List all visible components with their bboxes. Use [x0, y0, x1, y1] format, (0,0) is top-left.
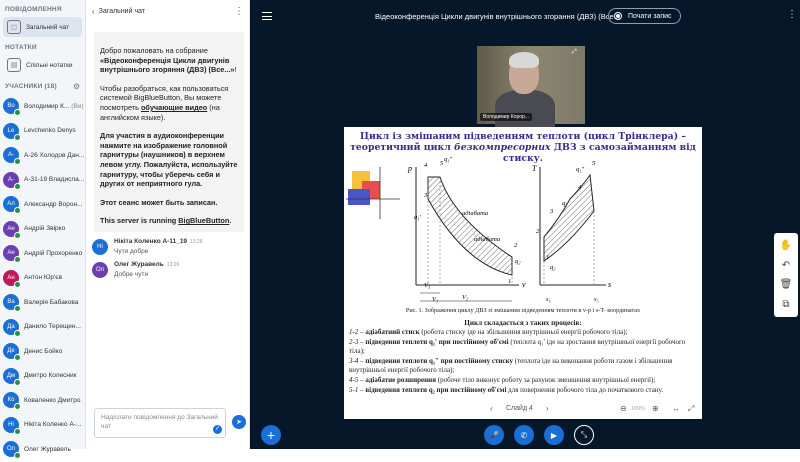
step-text: (теплота q₁′ іде на зростання внутрішньої енергії робочого тіла);: [349, 337, 686, 356]
avatar-initials: Ан: [7, 225, 15, 232]
diagram-label: 4: [578, 184, 582, 191]
chat-messages: [86, 238, 249, 278]
avatar: [3, 221, 19, 237]
status-dot: [14, 232, 21, 239]
diagram-label: q₁″: [576, 166, 585, 173]
welcome-audio-text: Для участия в аудиоконференции нажмите на изображение головной гарнитуры (наушников) в верхнем левом углу. Пожалуйста, используйте гарнитуру, чтобы уберечь себя и других от неприятного гула.: [100, 131, 238, 189]
status-dot: [14, 158, 21, 165]
user-name: Данило Терещен...: [24, 323, 81, 331]
welcome-meeting-name: «Відеоконференція Цикли двигунів внутрішнього згоряння (ДВЗ) (Все...»: [100, 55, 235, 75]
zoom-level[interactable]: 100%: [631, 406, 646, 412]
process-title: Цикл складається з таких процесів:: [464, 319, 582, 327]
diagram-label: V₂: [462, 294, 469, 301]
avatar: [3, 98, 19, 114]
pv-axis-v: v: [522, 280, 526, 289]
diagram-label: s₅: [594, 296, 599, 303]
chevron-left-icon[interactable]: ‹: [92, 6, 95, 16]
user-list-item[interactable]: [0, 437, 85, 462]
avatar: [3, 441, 19, 457]
status-dot: [14, 256, 21, 263]
avatar-initials: Le: [7, 127, 15, 134]
status-dot: [14, 305, 21, 312]
avatar: [3, 319, 19, 335]
main-area: [250, 0, 800, 449]
trash-icon[interactable]: 🗑: [779, 279, 793, 291]
screen-share-button[interactable]: [574, 425, 594, 445]
check-icon: ✓: [214, 426, 221, 432]
chat-header: [86, 0, 249, 22]
zoom-out-icon[interactable]: ⊖: [620, 404, 627, 413]
avatar-initials: Ол: [95, 267, 105, 273]
users-header: [0, 76, 85, 94]
chat-title[interactable]: Загальний чат: [98, 7, 146, 15]
slide-title2-post: ДВЗ з самозайманням від стиску.: [503, 142, 696, 164]
diagram-label: q₂: [515, 258, 521, 265]
fit-width-icon[interactable]: ↔: [672, 404, 680, 413]
chat-options-icon[interactable]: ⋮: [234, 5, 243, 17]
notes-section-title: НОТАТКИ: [5, 44, 37, 51]
avatar-initials: Ко: [7, 397, 15, 404]
shared-notes-label: Спільні нотатки: [26, 61, 73, 69]
status-dot: [14, 281, 21, 288]
welcome-p1-pre: Добро пожаловать на собрание: [100, 46, 208, 55]
pv-diagram: [416, 167, 519, 301]
pv-axis-p: p: [408, 164, 412, 173]
welcome-p5: [100, 216, 238, 226]
step-name: підведення теплоти q₁′ при постійному об'ємі: [365, 337, 509, 346]
avatar-initials: Дм: [6, 372, 16, 379]
message-time: 13:26: [190, 239, 203, 245]
chat-icon: ◻: [7, 20, 21, 34]
process-step: 1-2 – адіабатний стиск (робота стиску іде на збільшення внутрішньої енергії робочого тіла);: [349, 328, 628, 336]
webcam-name-label: Володимир Корор...: [480, 113, 532, 121]
public-chat-label: Загальний чат: [26, 23, 70, 31]
status-dot: [14, 428, 21, 435]
avatar: [3, 417, 19, 433]
user-name: Дмитро Колесник: [24, 372, 77, 380]
chat-panel: [86, 0, 250, 449]
avatar: [3, 270, 19, 286]
decorative-squares: [346, 167, 400, 219]
process-step: 3-4 – підведення теплоти q₁″ при постійному стиску (теплота іде на виконання роботи газом і збільшення внутрішньої енергії робочого тіла);: [349, 356, 673, 375]
diagram-label: 3: [424, 192, 428, 199]
avatar: [92, 262, 108, 278]
meeting-title: Відеоконференція Цикли двигунів внутрішнього згорання (ДВЗ) (Все...: [375, 12, 620, 21]
user-name: Нікіта Коленко А-...: [24, 421, 82, 429]
diagram-label: q₁″: [444, 156, 453, 163]
user-list: [0, 94, 85, 462]
chat-message: [86, 261, 249, 278]
diagram-label: q₁′: [562, 200, 569, 207]
send-icon: ➤: [236, 419, 242, 426]
diagram-label: 1: [546, 254, 550, 261]
avatar-initials: Ва: [7, 299, 15, 306]
status-dot: [14, 403, 21, 410]
user-name: Володимир К...: [24, 102, 70, 110]
send-button[interactable]: [232, 415, 246, 429]
avatar: [3, 196, 19, 212]
process-step: 4-5 – адіабатне розширення (робоче тіло виконує роботу за рахунок зменшення внутрішньої енергії);: [349, 375, 656, 384]
slide-selector[interactable]: Слайд 4: [506, 405, 533, 412]
user-name: Коваленко Дмитро: [24, 396, 81, 404]
welcome-p5-post: .: [229, 216, 232, 226]
user-list-item[interactable]: [0, 413, 85, 438]
previous-slide-icon[interactable]: ‹: [490, 404, 493, 413]
chat-input[interactable]: [94, 408, 226, 438]
avatar-initials: Де: [7, 348, 15, 355]
diagram-label: 1: [508, 278, 512, 285]
avatar-initials: А-: [8, 176, 14, 183]
user-name: Антон Юр'єв: [24, 274, 63, 282]
avatar-initials: Ан: [7, 274, 15, 281]
diagram-label: s₁: [546, 296, 551, 303]
presentation-slide: [344, 127, 702, 419]
diagram-label: 5: [592, 160, 596, 167]
diagram-label: q₁′: [414, 214, 421, 221]
step-name: адіабатне розширення: [365, 375, 436, 384]
welcome-p2-post: (на английском языке).: [100, 102, 220, 122]
user-list-item[interactable]: [0, 388, 85, 413]
diagram-label: адіабата: [462, 210, 489, 217]
user-list-item[interactable]: [0, 241, 85, 266]
tutorial-video-link[interactable]: обучающие видео: [140, 102, 208, 112]
phone-icon: ✆: [520, 430, 528, 440]
diagram-label: 2: [536, 228, 540, 235]
process-steps: [349, 328, 699, 395]
status-dot: [14, 452, 21, 459]
message-text: Чути добре: [114, 248, 149, 255]
slide-controls: [344, 401, 702, 419]
user-list-item[interactable]: [0, 290, 85, 315]
step-name: підведення теплоти q₁″ при постійному стиску: [365, 356, 513, 365]
diagram-label: 2: [514, 242, 518, 249]
user-list-item[interactable]: [0, 217, 85, 242]
status-dot: [14, 330, 21, 337]
diagram-label: 5: [440, 160, 444, 167]
welcome-p2-pre: Чтобы разобраться, как пользоваться системой BigBlueButton, Вы можете посмотреть: [100, 83, 229, 112]
camera-button[interactable]: [544, 425, 564, 445]
step-number: 3-4: [349, 356, 359, 365]
avatar-initials: Ан: [7, 250, 15, 257]
slide-title2-pre: теоретичний цикл: [350, 142, 454, 153]
step-number: 4-5: [349, 375, 359, 384]
fullscreen-icon[interactable]: ⤢: [572, 49, 577, 55]
user-list-item[interactable]: [0, 266, 85, 291]
step-name: адіабатний стиск: [365, 328, 420, 336]
message-body: [114, 261, 179, 278]
status-dot: [14, 109, 21, 116]
process-step: 5-1 – відведення теплоти q₂ при постійному об'ємі для повернення робочого тіла до початкового стану.: [349, 385, 664, 394]
avatar: [3, 245, 19, 261]
step-text: (робоче тіло виконує роботу за рахунок зменшення внутрішньої енергії);: [435, 375, 656, 384]
status-dot: [14, 354, 21, 361]
avatar-initials: Ні: [97, 244, 103, 250]
diagram-label: 3: [550, 208, 554, 215]
public-chat-button[interactable]: [3, 17, 82, 37]
zoom-in-icon[interactable]: ⊕: [652, 404, 659, 413]
message-text: Добре чути: [114, 271, 149, 278]
user-name: Андрій Прохоренко: [24, 249, 83, 257]
slide-title-line1: Цикл із змішаним підведенням теплоти (цикл Трінклера) –: [359, 131, 686, 142]
avatar: [3, 343, 19, 359]
user-list-item[interactable]: [0, 364, 85, 389]
welcome-message: [94, 32, 244, 232]
user-list-item[interactable]: [0, 192, 85, 217]
webcam-video[interactable]: [477, 46, 585, 124]
webcam-person-hair: [509, 52, 539, 68]
webcam-person-body: [495, 90, 555, 130]
figure-caption: Рис. 1. Зображення циклу ДВЗ зі змішаним підведенням теплоти в v-p і s-T- координатах: [405, 307, 641, 314]
undo-icon[interactable]: ↶: [781, 259, 791, 271]
avatar-initials: Ол: [6, 446, 16, 453]
step-text: (теплота іде на виконання роботи газом і збільшення внутрішньої енергії робочого тіла);: [349, 356, 673, 375]
diagram-label: q₂: [550, 264, 556, 271]
ts-axis-s: s: [608, 280, 612, 289]
welcome-p1: [100, 46, 238, 75]
avatar: [92, 239, 108, 255]
user-list-item[interactable]: [0, 168, 85, 193]
users-section-title: УЧАСНИКИ (18): [5, 83, 57, 90]
avatar-initials: А-: [8, 152, 14, 159]
user-name: Денис Бойко: [24, 347, 63, 355]
user-list-item[interactable]: [0, 94, 85, 119]
next-slide-icon[interactable]: ›: [546, 404, 549, 413]
welcome-p3: [100, 131, 238, 189]
status-dot: [14, 183, 21, 190]
avatar-initials: Ні: [8, 421, 14, 428]
status-dot: [14, 134, 21, 141]
welcome-p5-pre: This server is running: [100, 216, 179, 226]
welcome-record-text: Этот сеанс может быть записан.: [100, 197, 218, 207]
gear-icon[interactable]: ⚙: [72, 82, 80, 91]
user-name: Levchenko Denys: [24, 127, 76, 135]
avatar: [3, 294, 19, 310]
multiuser-whiteboard-icon[interactable]: ⧉: [782, 298, 790, 310]
user-list-item[interactable]: [0, 339, 85, 364]
record-icon: [614, 12, 622, 20]
status-dot: [14, 379, 21, 386]
hand-tool-icon[interactable]: ✋: [779, 240, 793, 252]
options-icon[interactable]: ⋮: [787, 9, 797, 20]
message-sender: Олег Журавель: [114, 261, 164, 268]
user-list-item[interactable]: [0, 315, 85, 340]
avatar-initials: Ал: [7, 201, 15, 208]
hamburger-icon[interactable]: [262, 12, 272, 20]
user-list-panel: [0, 0, 86, 453]
avatar: [3, 172, 19, 188]
user-name: А-26 Холодов Дан...: [24, 151, 85, 159]
step-text: (робота стиску іде на збільшення внутрішньої енергії робочого тіла);: [419, 328, 628, 336]
avatar: [3, 368, 19, 384]
user-name: Валерія Бабакова: [24, 298, 79, 306]
ts-axis-t: T: [532, 164, 537, 173]
audio-button[interactable]: [514, 425, 534, 445]
message-sender: Нікіта Коленко А-11_19: [114, 238, 188, 245]
diagram-label: V₃: [424, 282, 431, 289]
step-text: для повернення робочого тіла до початкового стану.: [506, 385, 664, 394]
whiteboard-toolbar: [774, 233, 798, 317]
messages-section-title: ПОВІДОМЛЕННЯ: [5, 6, 62, 13]
screen-share-icon: ⤡: [580, 430, 588, 439]
user-name: Олег Журавель: [24, 445, 71, 453]
plus-icon: +: [266, 427, 276, 443]
avatar-initials: Во: [7, 103, 15, 110]
chat-input-placeholder: Надіслати повідомлення до Загальний чат: [101, 414, 218, 430]
avatar: [3, 123, 19, 139]
step-number: 2-3: [349, 337, 359, 346]
avatar: [3, 392, 19, 408]
user-name: А-31-19 Владисла...: [24, 176, 85, 184]
microphone-icon: 🎤: [489, 430, 499, 440]
avatar: [3, 147, 19, 163]
user-name: Андрій Звірко: [24, 225, 66, 233]
welcome-p4: [100, 198, 238, 208]
process-step: 2-3 – підведення теплоти q₁′ при постійному об'ємі (теплота q₁′ іде на зростання внутрішньої енергії робочого тіла);: [349, 337, 686, 356]
avatar-initials: Да: [7, 323, 15, 330]
fullscreen-slide-icon[interactable]: ⤢: [688, 404, 695, 413]
status-dot: [14, 207, 21, 214]
bigbluebutton-link[interactable]: BigBlueButton: [178, 216, 230, 226]
diagram-label: V₁: [432, 296, 439, 303]
diagram-label: 4: [424, 162, 428, 169]
actions-button[interactable]: [261, 425, 281, 445]
user-list-item[interactable]: [0, 143, 85, 168]
user-list-item[interactable]: [0, 119, 85, 144]
step-number: 1-2: [349, 328, 359, 336]
message-time: 13:26: [166, 262, 180, 268]
user-name: Александр Ворон...: [24, 200, 83, 208]
cycle-diagram: [344, 156, 702, 309]
microphone-button[interactable]: [484, 425, 504, 445]
step-name: відведення теплоти q₂ при постійному об'ємі: [365, 385, 507, 394]
slide-title2-italic: безкомпресорних: [453, 142, 551, 153]
chat-message: [86, 238, 249, 255]
camera-icon: ▶: [550, 430, 558, 440]
welcome-p2: [100, 84, 238, 122]
record-button[interactable]: [608, 8, 681, 24]
user-self-suffix: (Ви): [71, 102, 84, 110]
step-number: 5-1: [349, 385, 359, 394]
notes-icon: ▤: [7, 58, 21, 72]
diagram-label: адіабата: [474, 236, 501, 243]
welcome-p1-post: !: [234, 65, 237, 75]
message-body: [114, 238, 203, 255]
record-label: Почати запис: [628, 12, 672, 20]
shared-notes-button[interactable]: [3, 55, 82, 75]
